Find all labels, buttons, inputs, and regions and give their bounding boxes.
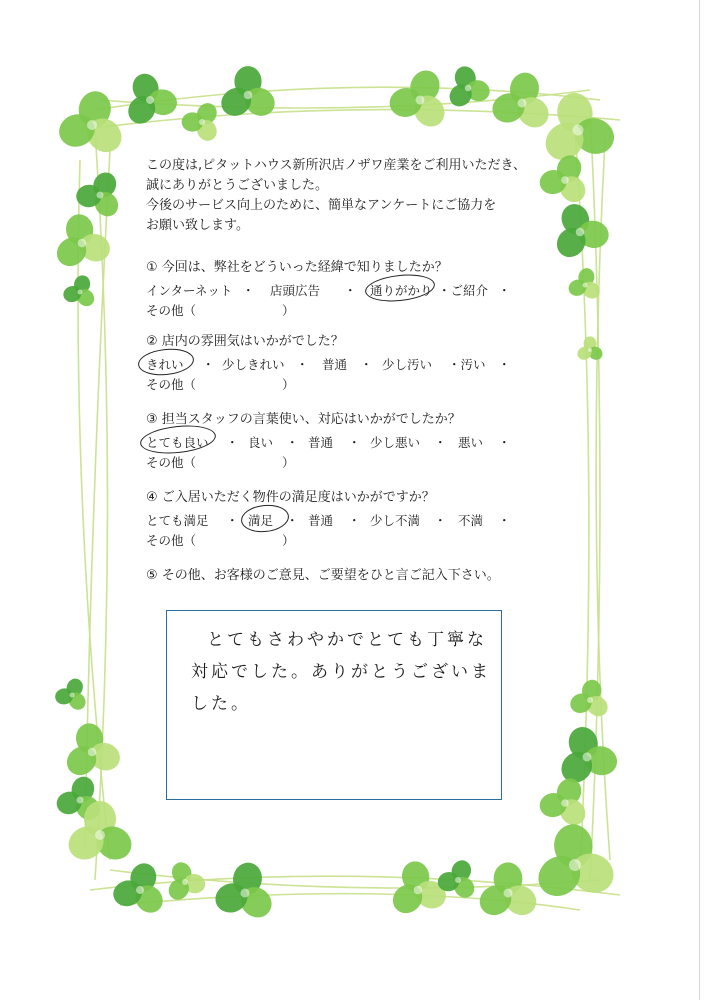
clover-leaf-icon <box>546 719 626 793</box>
q1-other-close: ） <box>282 303 295 318</box>
clover-center <box>504 889 513 898</box>
q3-separator: ・ <box>226 435 239 450</box>
q3-option-very-good[interactable]: とても良い <box>146 435 209 450</box>
question-5: ⑤ その他、お客様のご意見、ご要望をひと言ご記入下さい。 <box>146 568 500 583</box>
question-4: ④ ご入居いただく物件の満足度はいかがですか？ <box>146 490 435 505</box>
q2-option-somewhat-dirty[interactable]: 少し汚い <box>382 357 433 372</box>
comment-box[interactable] <box>166 610 502 800</box>
q4-option-dissatisfied[interactable]: 不満 <box>458 513 484 528</box>
comment-line-2: 対応でした。ありがとうございま <box>191 662 491 682</box>
q3-separator: ・ <box>434 435 447 450</box>
intro-line-1: この度は,ピタットハウス新所沢店ノザワ産業をご利用いただき、 <box>146 158 526 173</box>
question-4-options <box>146 511 511 551</box>
clover-leaf-icon <box>113 64 187 133</box>
clover-center <box>244 91 253 100</box>
comment-line-1: とてもさわやかでとても丁寧な <box>207 630 487 650</box>
clover-leaf-icon <box>379 60 462 138</box>
q2-separator: ・ <box>202 357 215 372</box>
q3-separator: ・ <box>498 435 511 450</box>
clover-leaf-icon <box>58 271 103 312</box>
question-2-options <box>146 355 511 395</box>
question-2: ② 店内の雰囲気はいかがでした？ <box>146 334 344 349</box>
q4-separator: ・ <box>226 513 239 528</box>
q3-option-somewhat-bad[interactable]: 少し悪い <box>370 435 421 450</box>
q2-separator: ・ <box>360 357 373 372</box>
q4-option-somewhat-dissatisfied[interactable]: 少し不満 <box>370 513 421 528</box>
q3-option-average[interactable]: 普通 <box>308 435 334 450</box>
q4-other-label[interactable]: その他（ <box>146 533 197 548</box>
clover-leaf-icon <box>50 85 135 162</box>
clover-leaf-icon <box>575 336 605 362</box>
clover-leaf-icon <box>56 718 128 783</box>
q1-option-storefront-ad[interactable]: 店頭広告 <box>270 283 321 298</box>
q1-separator: ・ <box>242 283 255 298</box>
q2-other-close: ） <box>282 377 295 392</box>
comment-line-3: した。 <box>191 694 251 714</box>
question-3: ③ 担当スタッフの言葉使い、対応はいかがでしたか？ <box>146 412 461 427</box>
q1-separator: ・ <box>344 283 357 298</box>
q2-option-somewhat-clean[interactable]: 少しきれい <box>222 357 285 372</box>
q3-option-bad[interactable]: 悪い <box>458 435 484 450</box>
clover-leaf-icon <box>484 67 561 136</box>
question-1-options <box>146 281 511 321</box>
q4-other-close: ） <box>282 533 295 548</box>
clover-leaf-icon <box>105 856 176 922</box>
clover-leaf-icon <box>474 862 541 920</box>
clover-center <box>95 830 105 840</box>
q2-separator: ・ <box>498 357 511 372</box>
clover-leaf-icon <box>531 769 600 834</box>
q2-option-average[interactable]: 普通 <box>322 357 348 372</box>
q1-option-internet[interactable]: インターネット <box>146 283 233 298</box>
q1-separator: ・ <box>498 283 511 298</box>
q4-separator: ・ <box>434 513 447 528</box>
q3-option-good[interactable]: 良い <box>248 435 274 450</box>
intro-line-4: お願い致します。 <box>146 218 249 233</box>
q4-separator: ・ <box>348 513 361 528</box>
question-1: ① 今回は、弊社をどういった経緯で知りましたか？ <box>146 260 448 275</box>
q1-option-referral[interactable]: ・ご紹介 <box>438 283 489 298</box>
q2-separator: ・ <box>296 357 309 372</box>
q3-separator: ・ <box>348 435 361 450</box>
q3-other-label[interactable]: その他（ <box>146 455 197 470</box>
q4-option-very-satisfied[interactable]: とても満足 <box>146 513 209 528</box>
q2-option-dirty[interactable]: ・汚い <box>448 357 486 372</box>
intro-line-2: 誠にありがとうございました。 <box>146 178 329 193</box>
q1-other-label[interactable]: その他（ <box>146 303 197 318</box>
q4-option-satisfied[interactable]: 満足 <box>248 513 274 528</box>
q3-other-close: ） <box>282 455 295 470</box>
q3-separator: ・ <box>286 435 299 450</box>
clover-leaf-icon <box>565 676 616 722</box>
q4-separator: ・ <box>498 513 511 528</box>
intro-text <box>146 156 526 236</box>
clover-leaf-icon <box>207 857 284 926</box>
intro-line-3: 今後のサービス向上のために、簡単なアンケートにご協力を <box>146 198 497 213</box>
q2-other-label[interactable]: その他（ <box>146 377 197 392</box>
q1-option-passing-by[interactable]: 通りがかり <box>370 283 433 298</box>
q4-separator: ・ <box>286 513 299 528</box>
clover-leaf-icon <box>439 60 497 113</box>
q4-option-average[interactable]: 普通 <box>308 513 334 528</box>
clover-center <box>588 348 592 352</box>
q2-option-clean[interactable]: きれい <box>146 357 184 372</box>
